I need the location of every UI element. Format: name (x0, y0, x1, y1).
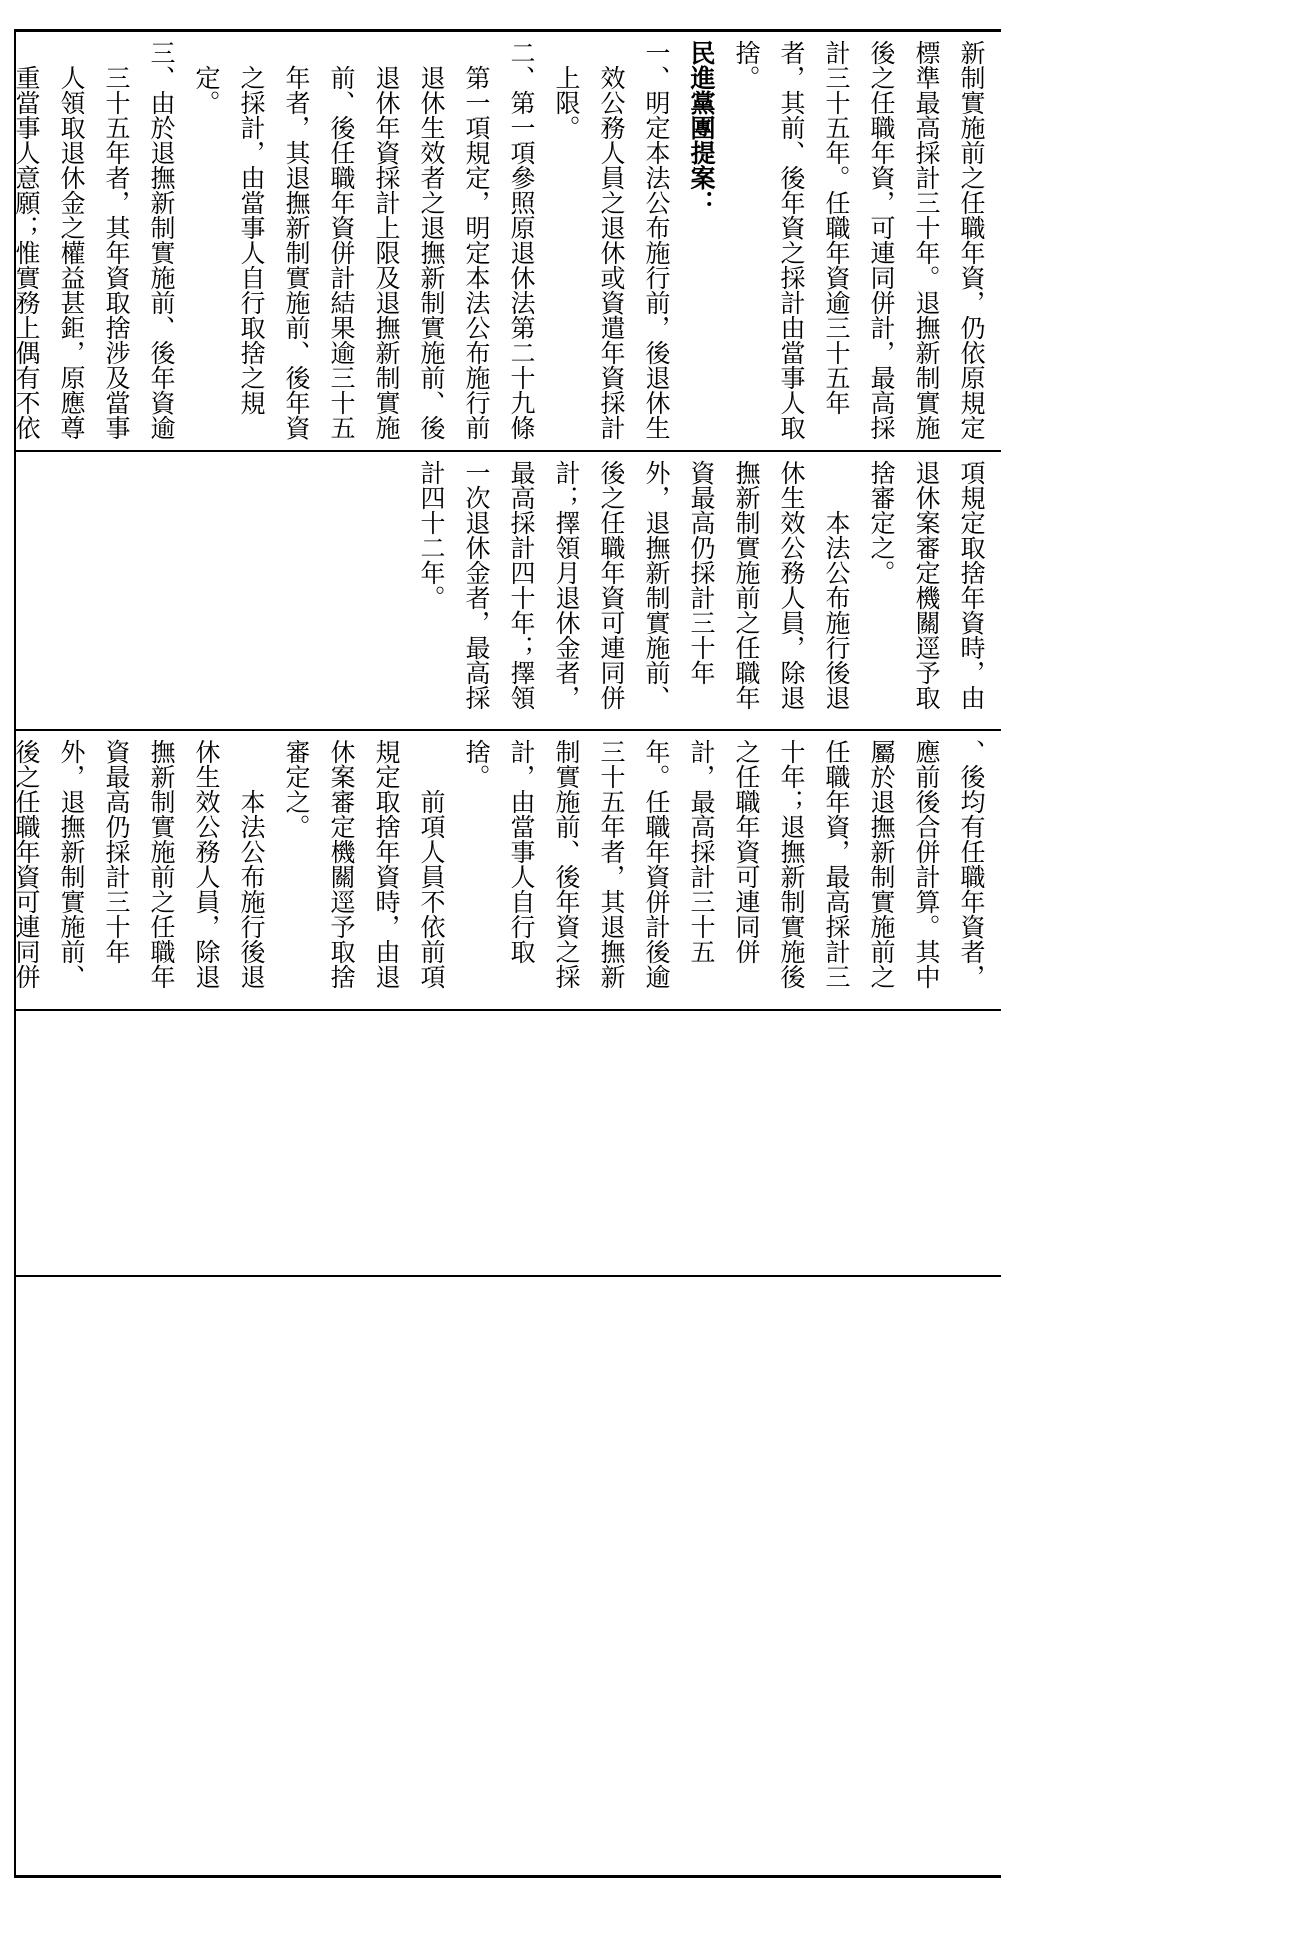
paragraph: 、後均有任職年資者，應前後合併計算。其中屬於退撫新制實施前之任職年資，最高採計三十年；退撫新制實施後之任職年資可連同併計，最高採計三十五年。任職年資併計後逾三十五年者，其退撫新制實施前、後年資之採計，由當事人自行取捨。 (462, 739, 986, 989)
row-divider (15, 1275, 1001, 1277)
row-divider (15, 1009, 1001, 1011)
paragraph: 二、第一項參照原退休法第二十九條第一項規定，明定本法公布施行前退休生效者之退撫新制實施前、後退休年資採計上限及退撫新制實施前、後任職年資併計結果逾三十五年者，其退撫新制實施前、後年資之採計，由當事人自行取捨之規定。 (192, 40, 536, 440)
paragraph: 本法公布施行後退休生效公務人員，除退撫新制實施前之任職年資最高仍採計三十年外，退撫新制實施前、後之任職年資可連同併計；擇領月退休金者，最高採計四十年；擇領一次退休金者，最高採計四十二年。 (417, 460, 851, 710)
table-bottom-border (15, 1875, 1001, 1878)
row-divider (15, 729, 1001, 731)
section-heading: 民進黨團提案： (687, 40, 716, 215)
paragraph: 前項人員不依前項規定取捨年資時，由退休案審定機關逕予取捨審定之。 (282, 739, 446, 989)
table-top-border (15, 29, 1001, 32)
paragraph: 一、明定本法公布施行前，後退休生效公務人員之退休或資遣年資採計上限。 (552, 40, 671, 440)
paragraph: 新制實施前之任職年資，仍依原規定標準最高採計三十年。退撫新制實施後之任職年資，可連同併計，最高採計三十五年。任職年資逾三十五年者，其前、後年資之採計由當事人取捨。 (732, 40, 986, 440)
paragraph: 三、由於退撫新制實施前、後年資逾三十五年者，其年資取捨涉及當事人領取退休金之權益甚鉅，原應尊重當事人意願；惟實務上偶有不依 (12, 40, 176, 440)
row-divider (15, 450, 1001, 452)
table-row-1 (12, 40, 994, 444)
paragraph: 項規定取捨年資時，由退休案審定機關逕予取捨審定之。 (867, 460, 986, 710)
table-row-5 (22, 1285, 994, 1869)
paragraph: 本法公布施行後退休生效公務人員，除退撫新制實施前之任職年資最高仍採計三十年外，退撫新制實施前、後之任職年資可連同併 (12, 739, 266, 989)
table-row-2 (22, 460, 994, 724)
table-row-4 (22, 1019, 994, 1269)
table-row-3 (12, 739, 994, 1004)
